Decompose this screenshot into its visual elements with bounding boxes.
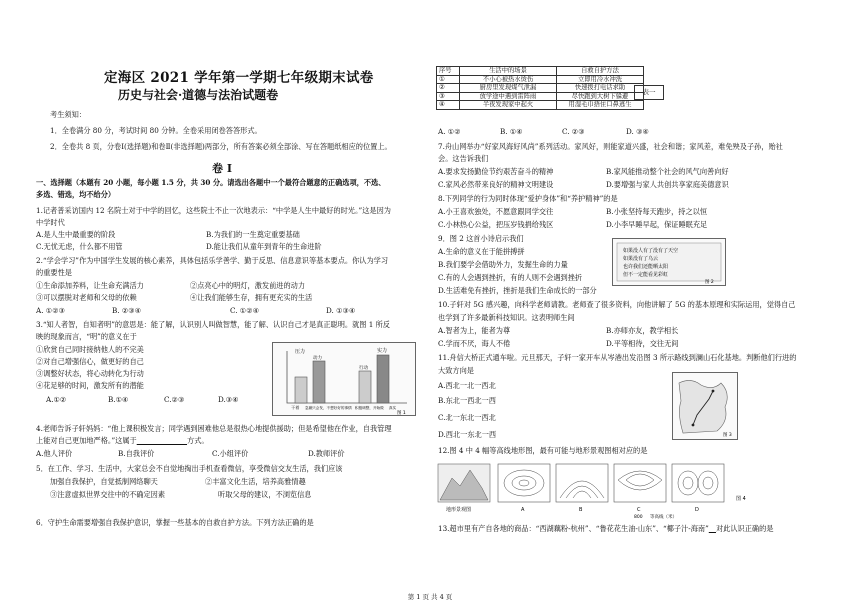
q10-option-d: D.平等相待，交往无间 (606, 339, 679, 348)
q13-blank (709, 524, 716, 533)
q6-stem: 6．守护生命需要增强自我保护意识，掌握一些基本的自救自护方法。下列方法正确的是 (36, 518, 314, 527)
q6-option-c: C. ②③ (562, 127, 585, 136)
q8-stem: 8.下列同学的行为同时体现“爱护身体”和“养护精神”的是 (438, 194, 618, 203)
notice-item-1: 1．全卷满分 80 分，考试时间 80 分钟。全卷采用闭卷答答形式。 (50, 126, 262, 135)
figure-1-illustration (273, 343, 415, 415)
table-row (437, 75, 644, 84)
page-footer: 第 1 页 共 4 页 (407, 593, 453, 601)
q2-item-1: ①生命添加养料，让生命充满活力 (36, 281, 144, 290)
q1-stem-cont: 中学时代 (36, 218, 65, 227)
q11-option-c: C.北一东北一西北 (438, 413, 496, 422)
q2-option-b: B. ②③④ (112, 306, 142, 315)
q6-option-a: A. ①② (438, 127, 461, 136)
q1-option-c: C.无忧无虑，什么都不用管 (36, 242, 123, 251)
fig2-line-3: 也许我们还能晒太阳 (623, 264, 669, 270)
q13-stem-suffix: 对此认识正确的是 (715, 524, 774, 533)
table-cell: 厨房里发现煤气泄漏 (460, 84, 557, 93)
q6-option-b: B. ①④ (500, 127, 523, 136)
q9-option-d: D.生活难免有挫折，挫折是我们生命成长的一部分 (438, 286, 597, 295)
q9-option-b: B.我们要学会借助外力，发掘生命的力量 (438, 260, 568, 269)
q4-stem-cont (36, 436, 209, 445)
notice-heading: 考生须知： (50, 110, 86, 119)
fig4-contour-800: 800 (634, 515, 643, 520)
table-cell: ④ (437, 101, 460, 110)
q7-option-d: D.要增强与家人共创共享家庭美德意识 (606, 180, 729, 189)
q4-answer-blank (137, 436, 187, 445)
q2-stem-cont: 的重要性是 (36, 268, 72, 277)
table-header-cell: 生活中的场景 (460, 67, 557, 76)
q2-item-2: ②点亮心中的明灯，激发前进的动力 (190, 281, 306, 290)
fig1-left-caption-2: 急躁只会发，不想好好的事情 (305, 406, 352, 410)
fig2-line-4: 但不一定能看见彩虹 (623, 272, 669, 278)
q10-stem: 10.子轩对 5G 感兴趣，向科学老师请教。老师查了很多资料，向他讲解了 5G 的基本原理和实际运用，觉得自己 (438, 300, 796, 309)
table-cell: ② (437, 84, 460, 93)
q7-option-a: A.要求发扬勤俭节约艰苦奋斗的精神 (438, 167, 554, 176)
q3-option-b: B.①④ (108, 395, 129, 404)
fig1-right-caption-1: 积极调整，开始做 (355, 406, 384, 410)
figure-3 (672, 372, 738, 440)
q4-option-a: A.他人评价 (36, 449, 73, 458)
q2-option-c: C. ①②④ (230, 306, 260, 315)
q10-option-b: B.亦师亦友，教学相长 (606, 326, 679, 335)
q3-option-a: A.①② (46, 395, 67, 404)
table-row (437, 92, 644, 101)
q3-item-2: ②对自己增强信心，做更好的自己 (36, 357, 144, 366)
exam-title: 定海区 2021 学年第一学期七年级期末试卷 (104, 70, 374, 86)
q11-option-a: A.西北一北一西北 (438, 381, 496, 390)
q8-option-c: C.小林热心公益，把压岁钱捐给残区 (438, 220, 554, 229)
exam-subtitle: 历史与社会·道德与法治试题卷 (118, 88, 279, 102)
q8-option-d: D.小李早睡早起，保证睡眠充足 (606, 220, 708, 229)
figure-2-poem (613, 239, 725, 285)
q11-stem-cont: 大致方向是 (438, 366, 474, 375)
q9-stem: 9．图 2 这首小诗启示我们 (438, 234, 524, 243)
q7-option-b: B.家风能推动整个社会的风气向善向好 (606, 167, 729, 176)
q6-option-d: D. ③④ (626, 127, 649, 136)
table-row (437, 101, 644, 110)
q11-option-b: B.东北一西北一西 (438, 396, 496, 405)
section-juan-label: 卷 I (212, 162, 232, 175)
fig1-right-caption-2: 真实 (389, 406, 397, 410)
q2-stem: 2.“学会学习”作为中国学生发展的核心素养，具体包括乐学善学、勤于反思、信息意识等基本要点。你认为学习 (36, 256, 389, 265)
q4-stem-suffix: 方式。 (187, 436, 209, 445)
q3-option-d: D.③④ (218, 395, 239, 404)
fig2-line-2: 如果没有了乌云 (623, 256, 659, 262)
q2-item-4: ④让我们能够生存，拥有更充实的生活 (190, 293, 313, 302)
fig4-label: 图 4 (736, 496, 746, 502)
table-cell: 半夜发现家中起火 (460, 101, 557, 110)
table-cell: 用湿毛巾捂住口鼻逃生 (557, 101, 644, 110)
q2-item-3: ③可以摆脱对老师和父母的依赖 (36, 293, 137, 302)
table-cell: 立即用冷水冲洗 (557, 75, 644, 84)
q3-stem: 3.“知人者智，自知者明”的意思是：能了解，认识别人叫做智慧，能了解、认识自己才是真正聪明。就图 1 所反 (36, 320, 390, 329)
figure-1 (272, 342, 416, 416)
q1-option-b: B.为我们的一生奠定重要基础 (206, 230, 300, 239)
q11-stem: 11.舟信大桥正式通车啦。元旦那天，子轩一家开车从岑港出发沿图 3 所示路线到澜山石化基地。判断他们行进的 (438, 353, 797, 362)
q3-item-4: ④花足够的时间，激发所有的潜能 (36, 381, 144, 390)
fig1-left-caption-1: 干着 (291, 405, 300, 410)
table-cell: ① (437, 75, 460, 84)
q4-option-d: D.教师评价 (308, 449, 345, 458)
q10-stem-cont: 也学到了许多最新科技知识。这表明师生间 (438, 313, 575, 322)
fig2-label: 图 2 (705, 280, 714, 285)
table-cell: 放学途中遇到雷阵雨 (460, 92, 557, 101)
notice-item-2: 2．全卷共 8 页，分卷Ⅰ(选择题)和卷Ⅱ(非选择题)两部分，所有答案必须全部涂、写在答题纸相应的位置上。 (50, 142, 392, 151)
section-heading-line-2: 多选、错选，均不给分） (36, 190, 116, 199)
q7-stem-cont: 会。这告诉我们 (438, 154, 489, 163)
table-header-cell: 自救自护方法 (557, 67, 644, 76)
q3-item-3: ③调整好状态，将心动转化为行动 (36, 369, 144, 378)
fig4-opt-d: D (695, 507, 699, 513)
table-cell: 尽快跑到大树下躲避 (557, 92, 644, 101)
q4-option-c: C.小组评价 (212, 449, 249, 458)
figure-2 (612, 238, 726, 286)
fig4-opt-c: C (637, 507, 641, 513)
q4-stem-prefix: 上能对自己更加地严格。”这属于 (36, 436, 137, 445)
q2-option-d: D. ①③④ (326, 306, 356, 315)
fig1-left-top: 压力 (295, 349, 306, 355)
figure-3-route-map (673, 373, 737, 439)
table-cell: ③ (437, 92, 460, 101)
q3-stem-cont: 映的现象而言，“明”的意义在于 (36, 332, 137, 341)
fig2-line-1: 如果没人有了没有了天空 (623, 248, 679, 254)
q10-option-a: A.智者为上，能者为尊 (438, 326, 511, 335)
q12-stem: 12.图 4 中 4 幅等高线地形图，最有可能与地形景观图相对应的是 (438, 446, 648, 455)
section-heading-line-1: 一、选择题（本题有 20 小题，每小题 1.5 分，共 30 分。请选出各题中一个最符合题意的正确选项，不选、 (36, 178, 386, 187)
q4-stem: 4.老师告诉子轩妈妈：“他上课积极发言；同学遇到困难他总是很热心地提供援助；但是希望他在作业，自我管理 (36, 424, 392, 433)
table-header-row (437, 67, 644, 76)
q13-stem-prefix: 13.超市里有产自各地的商品：“西湖藕粉-杭州”、“鲁花花生油-山东”、“椰子汁-海南” (438, 524, 709, 533)
q5-item-4: 听取父母的建议，不浏览信息 (218, 490, 312, 499)
q3-item-1: ①欣赏自己同时接纳他人的不完美 (36, 345, 144, 354)
table-1-tag: 表一 (634, 85, 664, 100)
q9-option-a: A.生命的意义在于能拼搏拼 (438, 247, 525, 256)
fig4-opt-b: B (579, 507, 583, 513)
q7-option-c: C.家风必然带来良好的精神文明建设 (438, 180, 554, 189)
fig4-scene-caption: 地形景观图 (446, 507, 472, 513)
q8-option-a: A.小王喜欢独处，不愿意跟同学交往 (438, 207, 554, 216)
table-header-cell: 序号 (437, 67, 460, 76)
q3-option-c: C.②③ (164, 395, 185, 404)
q10-option-c: C.学而不厌，诲人不倦 (438, 339, 511, 348)
table-cell: 不小心被热水烫伤 (460, 75, 557, 84)
q5-item-1: 加强自我保护，自觉抵制网络聊天 (50, 477, 158, 486)
q11-option-d: D.西北一东北一西 (438, 430, 497, 439)
fig3-label: 图 3 (723, 433, 732, 438)
fig1-label: 图 1 (397, 411, 406, 416)
q5-item-2: ②丰富文化生活，培养高雅情趣 (205, 477, 306, 486)
q13-stem (438, 524, 774, 533)
fig1-right-bar: 行动 (359, 366, 368, 371)
figure-4-contour-maps (436, 460, 756, 520)
q8-option-b: B.小张坚持每天跑步，持之以恒 (606, 207, 708, 216)
q1-option-a: A.是人生中最重要的阶段 (36, 230, 116, 239)
q1-stem: 1.记者普采访国内 12 名院士对于中学的回忆，这些院士不止一次地表示：“中学是人生中最好的时光。”这是因为 (36, 206, 391, 215)
q2-option-a: A. ①②③ (36, 306, 66, 315)
table-cell: 快速拨打电话求助 (557, 84, 644, 93)
q5-stem: 5．在工作、学习、生活中，大家总会不自觉地掏出手机查看微信，享受微信交友生活，我们应该 (36, 464, 343, 473)
fig4-opt-a: A (521, 507, 525, 513)
q7-stem: 7.舟山网举办“好家风海好风尚”系列活动。家风好，则能家道兴盛，社会和谐；家风差，难免殃及子孙，贻社 (438, 142, 783, 151)
table-1 (436, 66, 644, 110)
q5-item-3: ③注意虚拟世界交往中的不确定因素 (50, 490, 166, 499)
fig1-left-bar: 动力 (313, 356, 322, 361)
fig1-right-top: 实力 (377, 348, 388, 354)
figure-4 (436, 460, 756, 520)
q1-option-d: D.能让我们从童年到青年的生命进阶 (206, 242, 322, 251)
table-row (437, 84, 644, 93)
q4-option-b: B.自我评价 (118, 449, 155, 458)
q9-option-c: C.有的人会遇到挫折，有的人则不会遇到挫折 (438, 273, 583, 282)
fig4-contour-label: 等高线（米） (650, 515, 677, 520)
